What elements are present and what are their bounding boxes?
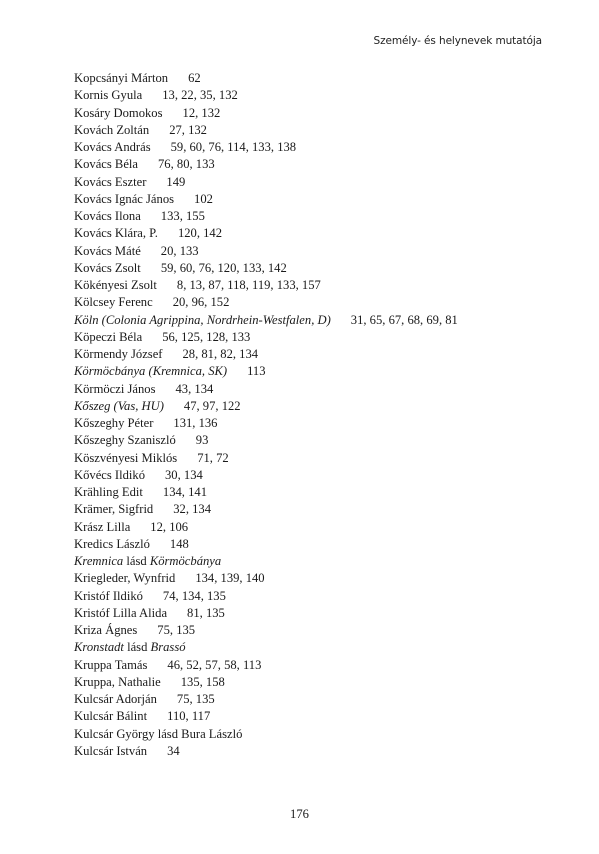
index-entry (74, 622, 574, 639)
see-reference-word: lásd (157, 726, 179, 741)
entry-term: Kornis Gyula (74, 88, 143, 103)
index-entry (74, 122, 574, 139)
index-entry (74, 708, 574, 725)
entry-term: Kőszeghy Péter (74, 416, 154, 430)
index-entry (74, 381, 574, 398)
entry-term: Kölcsey Ferenc (74, 295, 153, 310)
entry-page-numbers: 131, 136 (173, 416, 218, 430)
entry-page-numbers: 93 (195, 433, 209, 448)
entry-term: Kronstadt (74, 640, 124, 655)
entry-term: Kosáry Domokos (74, 105, 163, 120)
entry-term: Kovács Eszter (74, 174, 147, 189)
entry-term: Kulcsár György (74, 726, 155, 741)
index-entry (74, 570, 574, 587)
index-entry (74, 432, 574, 449)
entry-page-numbers: 32, 134 (173, 502, 212, 517)
entry-term: Kulcsár Adorján (74, 692, 157, 706)
entry-term: Kőszeg (Vas, HU) (74, 398, 164, 413)
running-header: Személy- és helynevek mutatója (373, 35, 542, 47)
entry-page-numbers: 148 (169, 536, 189, 551)
entry-page-numbers: 59, 60, 76, 120, 133, 142 (160, 260, 287, 275)
index-entry (74, 312, 574, 329)
index-entry (74, 346, 574, 363)
entry-term: Kovács Béla (74, 157, 138, 172)
entry-term: Kriza Ágnes (74, 623, 138, 637)
index-entry (74, 588, 574, 605)
page-number: 176 (290, 807, 309, 821)
entry-term: Krämer, Sigfrid (74, 502, 154, 517)
entry-page-numbers: 62 (188, 71, 201, 85)
entry-page-numbers: 120, 142 (177, 226, 223, 241)
entry-page-numbers: 43, 134 (175, 381, 214, 396)
entry-page-numbers: 134, 141 (162, 485, 207, 499)
see-reference-target: Brassó (150, 640, 186, 655)
entry-term: Köln (Colonia Agrippina, Nordrhein-Westfalen, D) (74, 312, 331, 327)
entry-page-numbers: 74, 134, 135 (162, 588, 226, 603)
index-entry (74, 743, 574, 760)
index-entry (74, 363, 574, 380)
entry-page-numbers: 27, 132 (169, 122, 207, 137)
index-entry (74, 225, 574, 242)
index-entry (74, 450, 574, 467)
entry-page-numbers: 31, 65, 67, 68, 69, 81 (350, 312, 458, 327)
entry-term: Krász Lilla (74, 519, 131, 534)
entry-page-numbers: 12, 132 (182, 105, 221, 120)
index-entry (74, 519, 574, 536)
index-entry (74, 691, 574, 708)
index-entry (74, 657, 574, 674)
index-entry (74, 105, 574, 122)
index-entry (74, 484, 574, 501)
entry-page-numbers: 75, 135 (176, 692, 215, 706)
index-entry (74, 139, 574, 156)
entry-term: Köpeczi Béla (74, 329, 143, 344)
entry-page-numbers: 102 (194, 191, 213, 206)
entry-term: Kovács András (74, 140, 151, 154)
index-entry (74, 415, 574, 432)
entry-term: Köszvényesi Miklós (74, 450, 178, 465)
index-entry (74, 329, 574, 346)
index-entry (74, 208, 574, 225)
entry-term: Körmöcbánya (Kremnica, SK) (74, 364, 228, 379)
index-entry (74, 87, 574, 104)
see-reference-word: lásd (127, 640, 148, 655)
entry-page-numbers: 20, 96, 152 (172, 295, 230, 310)
index-entry (74, 260, 574, 277)
entry-term: Kremnica (74, 554, 124, 568)
index-entry (74, 243, 574, 260)
entry-term: Kulcsár Bálint (74, 709, 148, 724)
see-reference-target: Körmöcbánya (149, 554, 222, 568)
index-entry (74, 277, 574, 294)
entry-page-numbers: 28, 81, 82, 134 (182, 347, 259, 361)
entry-page-numbers: 46, 52, 57, 58, 113 (167, 657, 262, 672)
entry-term: Kovács Ilona (74, 209, 141, 223)
entry-term: Kőszeghy Szaniszló (74, 433, 176, 448)
entry-page-numbers: 30, 134 (165, 467, 203, 482)
entry-term: Kővécs Ildikó (74, 467, 145, 482)
entry-term: Kruppa Tamás (74, 657, 148, 672)
entry-page-numbers: 81, 135 (187, 605, 225, 620)
entry-page-numbers: 134, 139, 140 (195, 571, 265, 586)
entry-term: Kökényesi Zsolt (74, 278, 157, 292)
entry-term: Kovács Zsolt (74, 260, 141, 275)
index-entry (74, 605, 574, 622)
entry-page-numbers: 149 (166, 174, 186, 189)
entry-term: Kredics László (74, 536, 150, 551)
entry-term: Krähling Edit (74, 485, 143, 499)
entry-page-numbers: 59, 60, 76, 114, 133, 138 (170, 140, 297, 154)
index-entry (74, 70, 574, 87)
entry-term: Kristóf Ildikó (74, 588, 143, 603)
entry-term: Kruppa, Nathalie (74, 674, 161, 689)
entry-term: Kriegleder, Wynfrid (74, 571, 176, 586)
index-entry (74, 536, 574, 553)
entry-page-numbers: 110, 117 (167, 709, 211, 724)
index-entries (74, 70, 574, 760)
index-entry (74, 467, 574, 484)
entry-page-numbers: 133, 155 (160, 209, 205, 223)
index-entry (74, 501, 574, 518)
entry-term: Kristóf Lilla Alida (74, 605, 168, 620)
entry-page-numbers: 135, 158 (180, 674, 225, 689)
entry-page-numbers: 34 (167, 743, 180, 758)
index-entry (74, 174, 574, 191)
index-entry (74, 726, 574, 743)
see-reference-word: lásd (126, 554, 147, 568)
entry-page-numbers: 12, 106 (150, 519, 189, 534)
entry-term: Körmöczi János (74, 381, 156, 396)
index-entry (74, 191, 574, 208)
index-entry (74, 553, 574, 570)
entry-term: Kovács Máté (74, 243, 141, 258)
index-entry (74, 398, 574, 415)
index-entry (74, 156, 574, 173)
entry-term: Kopcsányi Márton (74, 71, 169, 85)
entry-term: Kovács Ignác János (74, 191, 175, 206)
see-reference-target: Bura László (181, 726, 243, 741)
entry-page-numbers: 75, 135 (157, 623, 196, 637)
entry-page-numbers: 47, 97, 122 (183, 398, 241, 413)
entry-page-numbers: 76, 80, 133 (158, 157, 215, 172)
entry-term: Kovács Klára, P. (74, 226, 158, 241)
entry-page-numbers: 71, 72 (197, 450, 229, 465)
entry-term: Körmendy József (74, 347, 163, 361)
entry-page-numbers: 13, 22, 35, 132 (162, 88, 238, 103)
index-entry (74, 674, 574, 691)
index-entry (74, 294, 574, 311)
index-entry (74, 639, 574, 656)
entry-page-numbers: 113 (247, 364, 266, 379)
entry-page-numbers: 8, 13, 87, 118, 119, 133, 157 (176, 278, 321, 292)
entry-term: Kulcsár István (74, 743, 148, 758)
entry-page-numbers: 20, 133 (160, 243, 199, 258)
entry-page-numbers: 56, 125, 128, 133 (162, 329, 251, 344)
entry-term: Kovách Zoltán (74, 122, 150, 137)
